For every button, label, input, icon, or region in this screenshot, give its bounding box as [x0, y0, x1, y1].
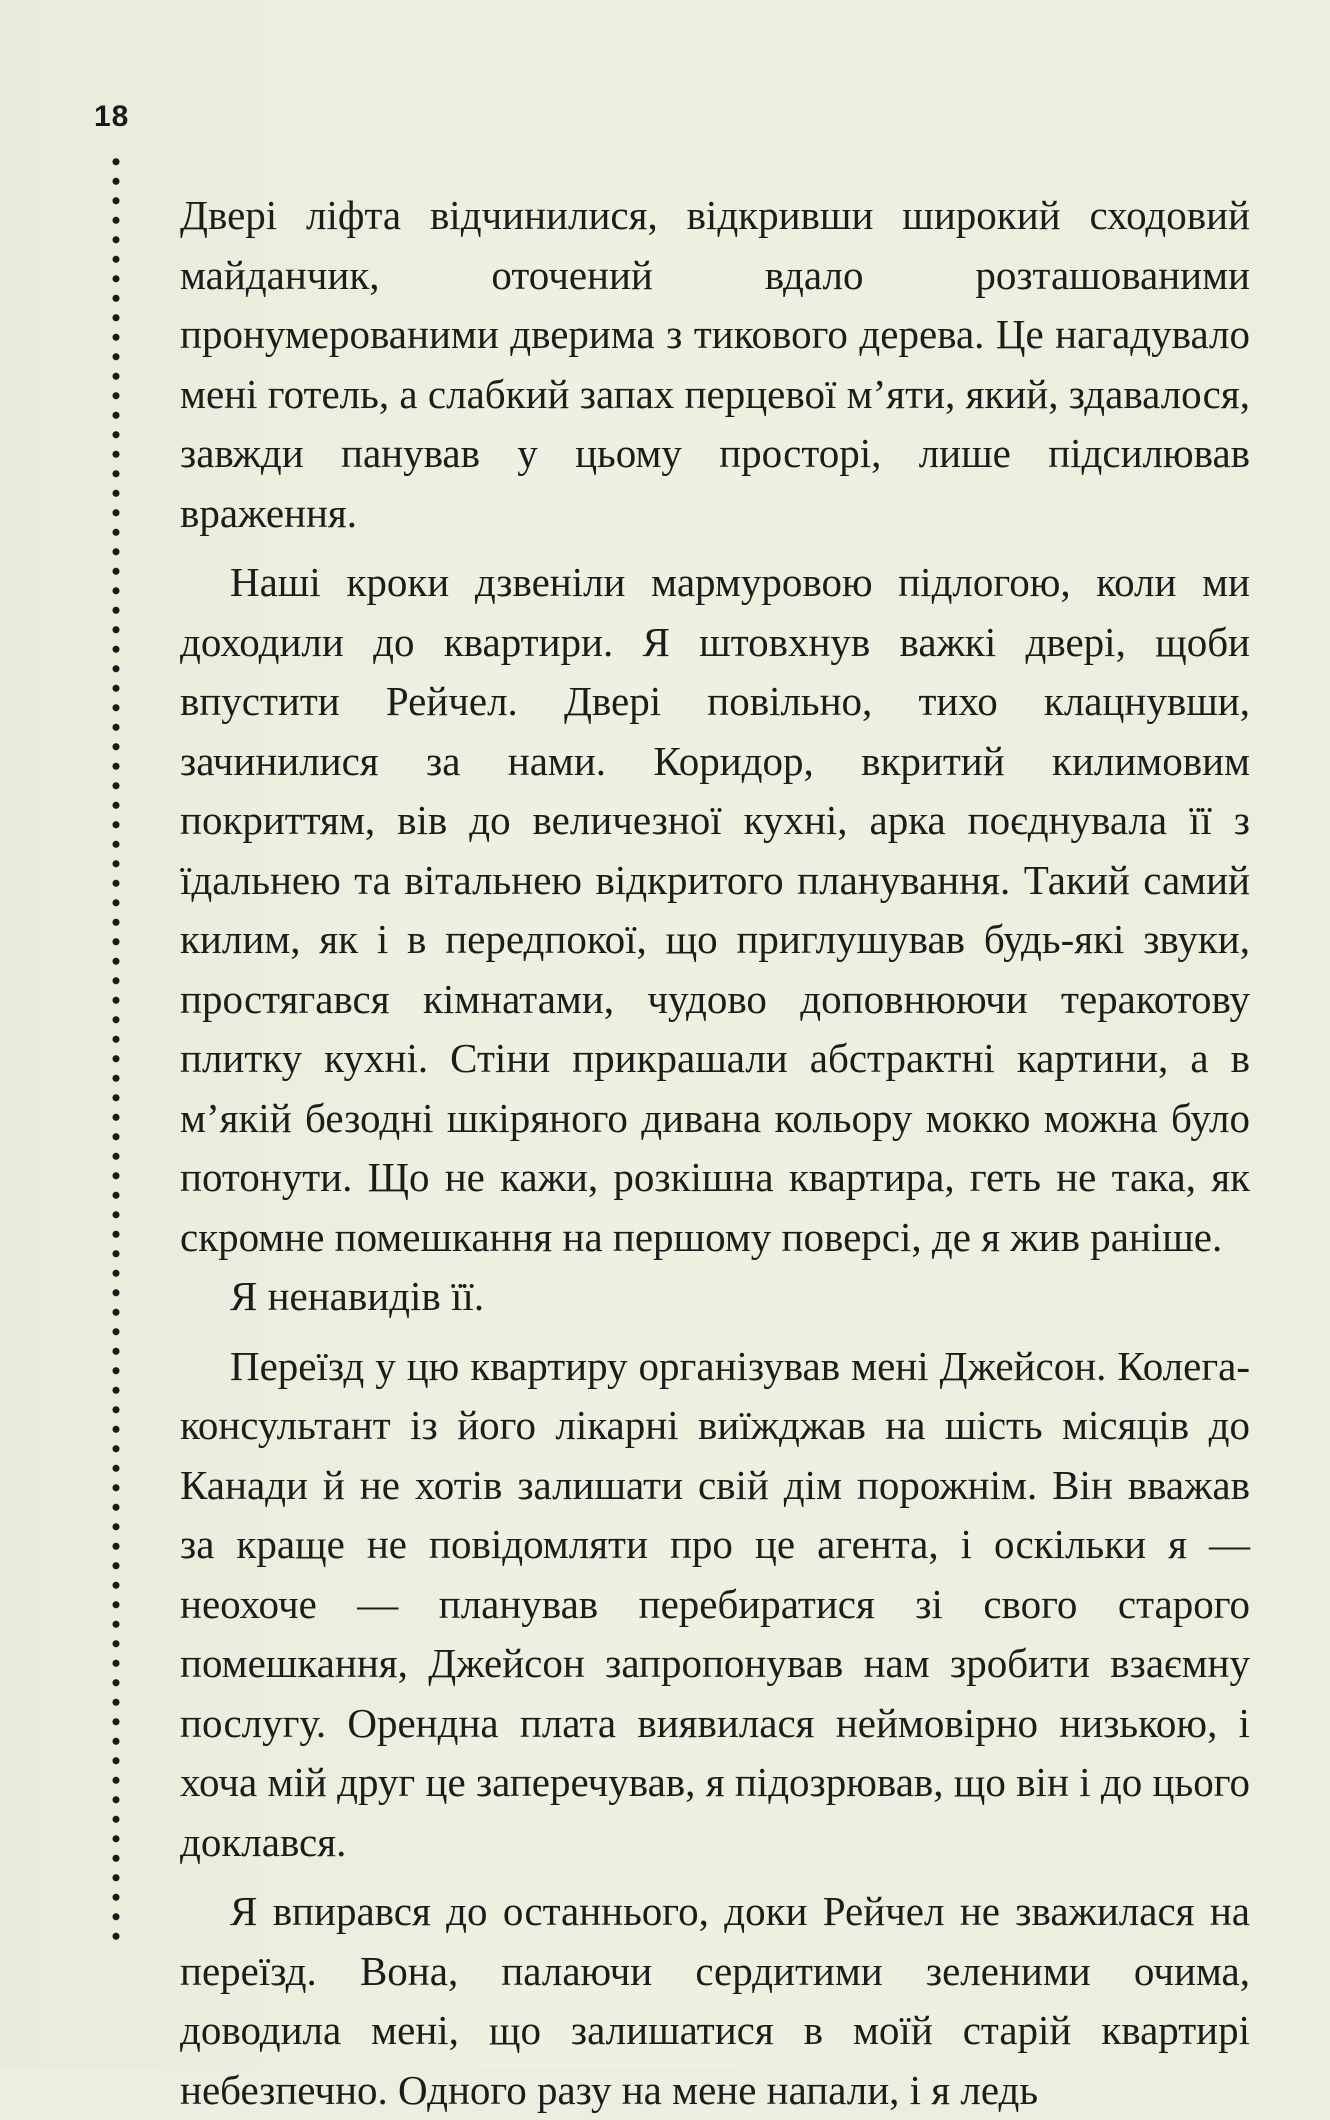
page-number: 18 [94, 100, 130, 133]
paragraph-4: Переїзд у цю квартиру організував мені Джейсон. Колега-консультант із його лікарні виїжджав на шість місяців до Канади й не хотів залишати свій дім порожнім. Він вважав за краще не повідомляти про це агента, і оскільки я — неохоче — планував перебиратися зі свого старого помешкання, Джейсон запропонував нам зробити взаємну послугу. Орендна плата виявилася неймовірно низькою, і хоча мій друг це заперечував, я підозрював, що він і до цього доклався. [180, 1342, 1250, 1865]
paragraph-3: Я ненавидів її. [230, 1273, 485, 1319]
paragraph-1: Двері ліфта відчинилися, відкривши широкий сходовий майданчик, оточений вдало розташованими пронумерованими дверима з тикового дерева. Це нагадувало мені готель, а слабкий запах перцевої м’яти, який, здавалося, завжди панував у цьому просторі, лише підсилював враження. [180, 192, 1250, 536]
body-text [180, 186, 1250, 2120]
dotted-margin-rule [112, 152, 120, 1952]
paragraph-2: Наші кроки дзвеніли мармуровою підлогою, коли ми доходили до квартири. Я штовхнув важкі двері, щоби впустити Рейчел. Двері повільно, тихо клацнувши, зачинилися за нами. Коридор, вкритий килимовим покриттям, вів до величезної кухні, арка поєднувала її з їдальнею та вітальнею відкритого планування. Такий самий килим, як і в передпокої, що приглушував будь-які звуки, простягався кімнатами, чудово доповнюючи теракотову плитку кухні. Стіни прикрашали абстрактні картини, а в м’якій безодні шкіряного дивана кольору мокко можна було потонути. Що не кажи, розкішна квартира, геть не така, як скромне помешкання на першому поверсі, де я жив раніше. [180, 559, 1250, 1260]
paragraph-5: Я впирався до останнього, доки Рейчел не зважилася на переїзд. Вона, палаючи сердитими зеленими очима, доводила мені, що залишатися в моїй старій квартирі небезпечно. Одного разу на мене напали, і я ледь [180, 1888, 1250, 2113]
